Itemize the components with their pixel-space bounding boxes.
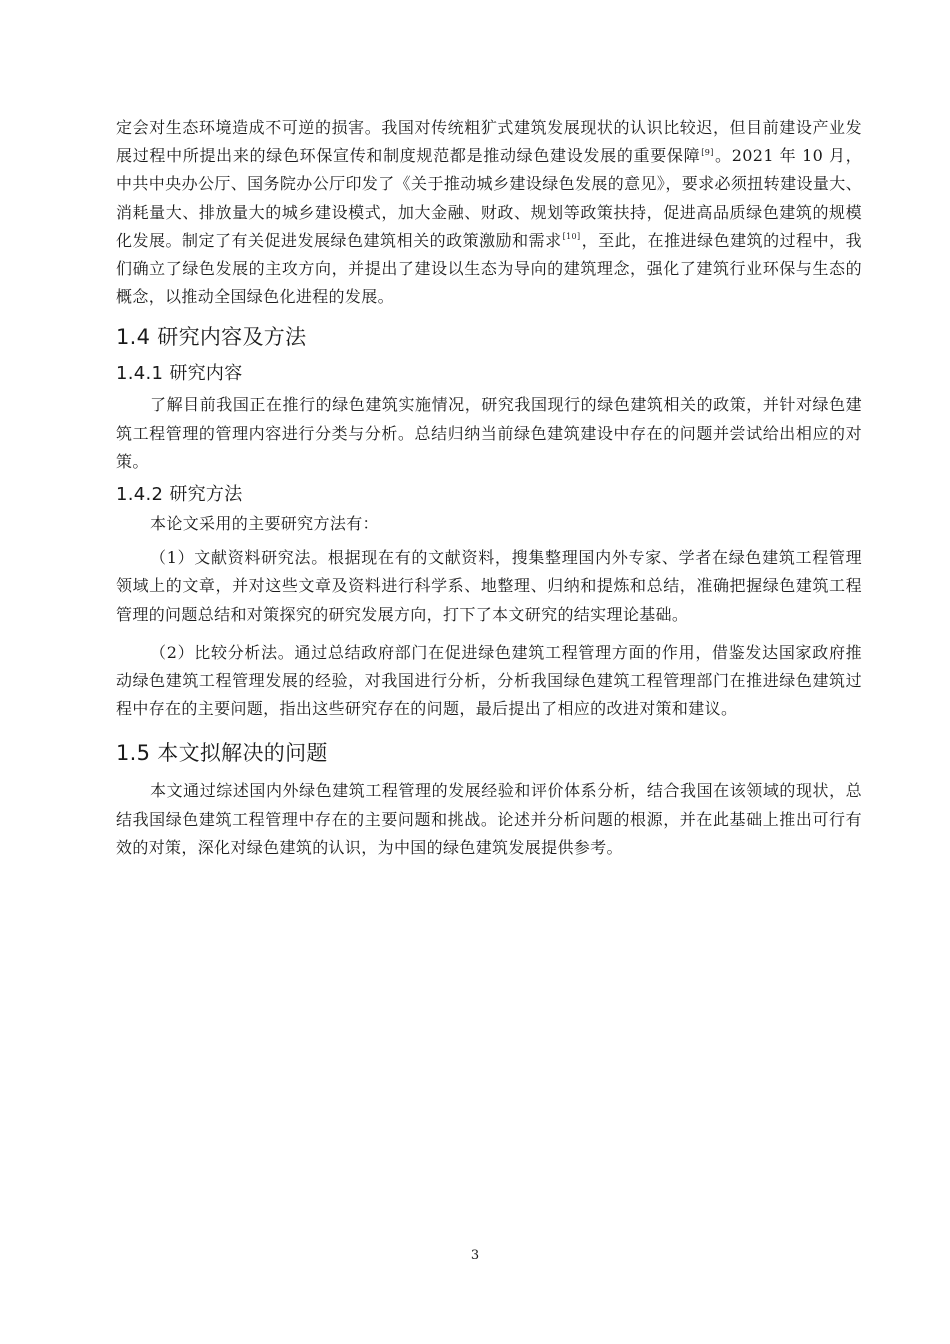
- document-page: [116, 112, 862, 862]
- citation-9[interactable]: [9]: [701, 147, 714, 157]
- intro-paragraph: [116, 114, 862, 311]
- section-heading-1-4: 1.4 研究内容及方法: [116, 325, 307, 350]
- method-2-paragraph: （2）比较分析法。通过总结政府部门在促进绿色建筑工程管理方面的作用，借鉴发达国家政府推动绿色建筑工程管理发展的经验，对我国进行分析，分析我国绿色建筑工程管理部门在推进绿色建筑过程中存在的主要问题，指出这些研究存在的问题，最后提出了相应的改进对策和建议。: [116, 642, 862, 719]
- subsection-heading-1-4-2: 1.4.2 研究方法: [116, 484, 243, 506]
- methods-intro: 本论文采用的主要研究方法有：: [150, 514, 379, 534]
- research-content-paragraph: 了解目前我国正在推行的绿色建筑实施情况，研究我国现行的绿色建筑相关的政策，并针对绿色建筑工程管理的管理内容进行分类与分析。总结归纳当前绿色建筑建设中存在的问题并尝试给出相应的对策。: [116, 395, 862, 471]
- citation-10[interactable]: [10]: [562, 232, 581, 242]
- intro-text-part2: 。2021 年 10 月，中共中央办公厅、国务院办公厅印发了《关于推动城乡建设绿色发展的意见》，要求必须扭转建设量大、消耗量大、排放量大的城乡建设模式，加大金融、财政、规划等政策扶持，促进高品质绿色建筑的规模化发展。制定了有关促进发展绿色建筑相关的政策激励和需求: [116, 146, 862, 250]
- intro-text-part3: ，至此，在推进绿色建筑的过程中，我们确立了绿色发展的主攻方向，并提出了建设以生态为导向的建筑理念，强化了建筑行业环保与生态的概念，以推动全国绿色化进程的发展。: [116, 230, 863, 307]
- subsection-heading-1-4-1: 1.4.1 研究内容: [116, 363, 243, 385]
- method-1-paragraph: （1）文献资料研究法。根据现在有的文献资料，搜集整理国内外专家、学者在绿色建筑工程管理领域上的文章，并对这些文章及资料进行科学系、地整理、归纳和提炼和总结，准确把握绿色建筑工程管理的问题总结和对策探究的研究发展方向，打下了本文研究的结实理论基础。: [116, 548, 862, 624]
- problems-paragraph: 本文通过综述国内外绿色建筑工程管理的发展经验和评价体系分析，结合我国在该领域的现状，总结我国绿色建筑工程管理中存在的主要问题和挑战。论述并分析问题的根源，并在此基础上推出可行有效的对策，深化对绿色建筑的认识，为中国的绿色建筑发展提供参考。: [116, 781, 862, 857]
- intro-text-part1: 定会对生态环境造成不可逆的损害。我国对传统粗犷式建筑发展现状的认识比较迟，但目前建设产业发展过程中所提出来的绿色环保宣传和制度规范都是推动绿色建设发展的重要保障: [116, 118, 862, 166]
- section-heading-1-5: 1.5 本文拟解决的问题: [116, 741, 328, 766]
- page-number: 3: [470, 1248, 480, 1263]
